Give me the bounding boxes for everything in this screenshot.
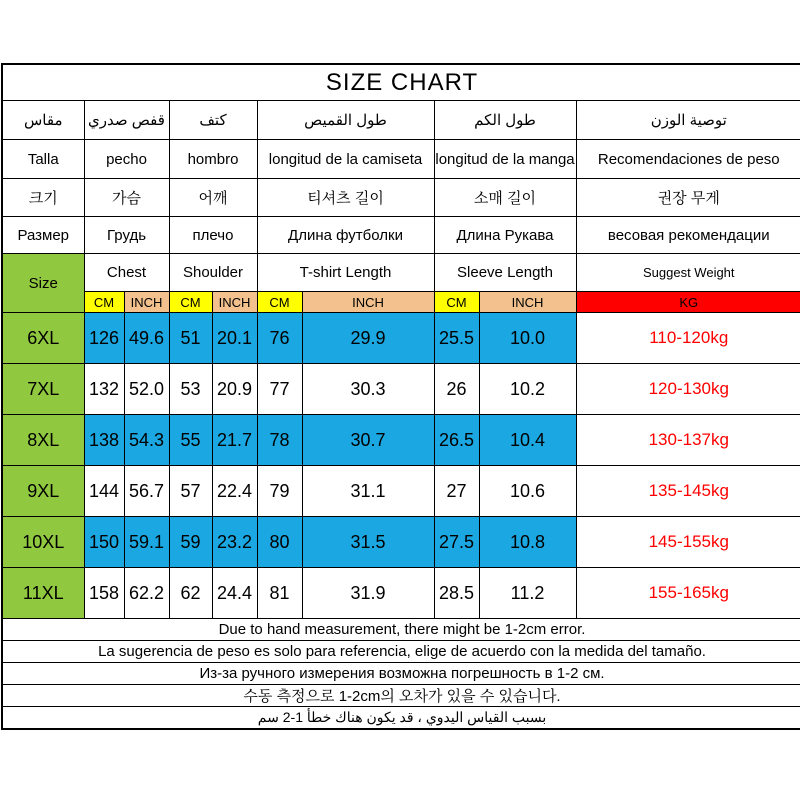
table-row-10xl	[2, 517, 800, 568]
title-row	[2, 64, 800, 101]
cell-tshirt-inch: 30.3	[302, 364, 434, 415]
cell-sleeve-cm: 25.5	[434, 313, 479, 364]
note-ru: Из-за ручного измерения возможна погрешность в 1-2 см.	[2, 663, 800, 685]
unit-weight-kg: KG	[576, 292, 800, 313]
note-ar: بسبب القياس اليدوي ، قد يكون هناك خطأ 1-2 سم	[2, 707, 800, 730]
cell-shoulder-inch: 20.9	[212, 364, 257, 415]
header-es-weight: Recomendaciones de peso	[576, 140, 800, 179]
header-row-russian	[2, 217, 800, 254]
cell-tshirt-cm: 79	[257, 466, 302, 517]
cell-chest-inch: 59.1	[124, 517, 169, 568]
cell-chest-cm: 158	[84, 568, 124, 619]
header-en-shoulder: Shoulder	[169, 254, 257, 292]
cell-chest-cm: 150	[84, 517, 124, 568]
cell-tshirt-cm: 76	[257, 313, 302, 364]
cell-shoulder-cm: 53	[169, 364, 212, 415]
header-ru-chest: Грудь	[84, 217, 169, 254]
cell-chest-inch: 52.0	[124, 364, 169, 415]
cell-chest-inch: 49.6	[124, 313, 169, 364]
unit-sleeve-cm: CM	[434, 292, 479, 313]
header-ko-chest: 가슴	[84, 179, 169, 217]
cell-sleeve-cm: 26.5	[434, 415, 479, 466]
header-ko-size: 크기	[2, 179, 84, 217]
header-en-chest: Chest	[84, 254, 169, 292]
note-ko: 수동 측정으로 1-2cm의 오차가 있을 수 있습니다.	[2, 685, 800, 707]
header-row-english	[2, 254, 800, 292]
cell-sleeve-cm: 27	[434, 466, 479, 517]
cell-chest-cm: 144	[84, 466, 124, 517]
header-ru-shoulder: плечо	[169, 217, 257, 254]
header-ar-sleeve: طول الكم	[434, 101, 576, 140]
unit-sleeve-inch: INCH	[479, 292, 576, 313]
table-row-9xl	[2, 466, 800, 517]
cell-tshirt-inch: 31.5	[302, 517, 434, 568]
cell-size: 7XL	[2, 364, 84, 415]
page-title: SIZE CHART	[2, 64, 800, 101]
cell-chest-inch: 62.2	[124, 568, 169, 619]
table-row-7xl	[2, 364, 800, 415]
cell-chest-cm: 126	[84, 313, 124, 364]
unit-chest-cm: CM	[84, 292, 124, 313]
header-en-weight: Suggest Weight	[576, 254, 800, 292]
header-ko-shoulder: 어깨	[169, 179, 257, 217]
cell-shoulder-inch: 20.1	[212, 313, 257, 364]
cell-sleeve-cm: 28.5	[434, 568, 479, 619]
header-ru-tshirt: Длина футболки	[257, 217, 434, 254]
cell-shoulder-inch: 21.7	[212, 415, 257, 466]
table-row-8xl	[2, 415, 800, 466]
header-ar-size: مقاس	[2, 101, 84, 140]
cell-weight: 155-165kg	[576, 568, 800, 619]
note-row-korean	[2, 685, 800, 707]
cell-chest-cm: 138	[84, 415, 124, 466]
cell-sleeve-inch: 10.6	[479, 466, 576, 517]
header-row-spanish	[2, 140, 800, 179]
note-row-arabic	[2, 707, 800, 730]
table-row-6xl	[2, 313, 800, 364]
cell-tshirt-inch: 31.1	[302, 466, 434, 517]
unit-row	[2, 292, 800, 313]
note-row-russian	[2, 663, 800, 685]
cell-shoulder-cm: 57	[169, 466, 212, 517]
header-ru-weight: весовая рекомендации	[576, 217, 800, 254]
cell-chest-inch: 56.7	[124, 466, 169, 517]
cell-shoulder-inch: 23.2	[212, 517, 257, 568]
cell-size: 10XL	[2, 517, 84, 568]
cell-sleeve-cm: 26	[434, 364, 479, 415]
header-row-korean	[2, 179, 800, 217]
header-es-tshirt: longitud de la camiseta	[257, 140, 434, 179]
note-en: Due to hand measurement, there might be 1-2cm error.	[2, 619, 800, 641]
cell-shoulder-cm: 62	[169, 568, 212, 619]
unit-shoulder-inch: INCH	[212, 292, 257, 313]
note-row-spanish	[2, 641, 800, 663]
cell-tshirt-cm: 81	[257, 568, 302, 619]
cell-tshirt-cm: 80	[257, 517, 302, 568]
cell-sleeve-inch: 10.4	[479, 415, 576, 466]
unit-chest-inch: INCH	[124, 292, 169, 313]
cell-tshirt-inch: 30.7	[302, 415, 434, 466]
cell-weight: 145-155kg	[576, 517, 800, 568]
header-es-sleeve: longitud de la manga	[434, 140, 576, 179]
cell-sleeve-inch: 11.2	[479, 568, 576, 619]
header-ar-tshirt: طول القميص	[257, 101, 434, 140]
header-es-chest: pecho	[84, 140, 169, 179]
header-en-tshirt: T-shirt Length	[257, 254, 434, 292]
note-row-english	[2, 619, 800, 641]
header-ko-tshirt: 티셔츠 길이	[257, 179, 434, 217]
header-ar-shoulder: كتف	[169, 101, 257, 140]
header-ru-sleeve: Длина Рукава	[434, 217, 576, 254]
unit-shoulder-cm: CM	[169, 292, 212, 313]
cell-size: 9XL	[2, 466, 84, 517]
header-ru-size: Размер	[2, 217, 84, 254]
cell-sleeve-inch: 10.0	[479, 313, 576, 364]
cell-shoulder-inch: 22.4	[212, 466, 257, 517]
cell-shoulder-cm: 55	[169, 415, 212, 466]
cell-size: 11XL	[2, 568, 84, 619]
cell-sleeve-inch: 10.8	[479, 517, 576, 568]
header-ar-weight: توصية الوزن	[576, 101, 800, 140]
unit-tshirt-inch: INCH	[302, 292, 434, 313]
cell-size: 6XL	[2, 313, 84, 364]
cell-tshirt-inch: 31.9	[302, 568, 434, 619]
header-row-arabic	[2, 101, 800, 140]
cell-sleeve-cm: 27.5	[434, 517, 479, 568]
size-chart-table	[1, 63, 800, 730]
header-ko-weight: 권장 무게	[576, 179, 800, 217]
cell-weight: 135-145kg	[576, 466, 800, 517]
cell-sleeve-inch: 10.2	[479, 364, 576, 415]
cell-shoulder-cm: 59	[169, 517, 212, 568]
cell-size: 8XL	[2, 415, 84, 466]
note-es: La sugerencia de peso es solo para referencia, elige de acuerdo con la medida del tamaño.	[2, 641, 800, 663]
cell-tshirt-cm: 77	[257, 364, 302, 415]
cell-tshirt-cm: 78	[257, 415, 302, 466]
header-ar-chest: قفص صدري	[84, 101, 169, 140]
header-en-size: Size	[2, 254, 84, 313]
table-row-11xl	[2, 568, 800, 619]
cell-weight: 120-130kg	[576, 364, 800, 415]
cell-chest-inch: 54.3	[124, 415, 169, 466]
unit-tshirt-cm: CM	[257, 292, 302, 313]
header-ko-sleeve: 소매 길이	[434, 179, 576, 217]
header-es-shoulder: hombro	[169, 140, 257, 179]
cell-weight: 110-120kg	[576, 313, 800, 364]
cell-shoulder-cm: 51	[169, 313, 212, 364]
cell-shoulder-inch: 24.4	[212, 568, 257, 619]
header-es-size: Talla	[2, 140, 84, 179]
cell-weight: 130-137kg	[576, 415, 800, 466]
cell-chest-cm: 132	[84, 364, 124, 415]
cell-tshirt-inch: 29.9	[302, 313, 434, 364]
header-en-sleeve: Sleeve Length	[434, 254, 576, 292]
